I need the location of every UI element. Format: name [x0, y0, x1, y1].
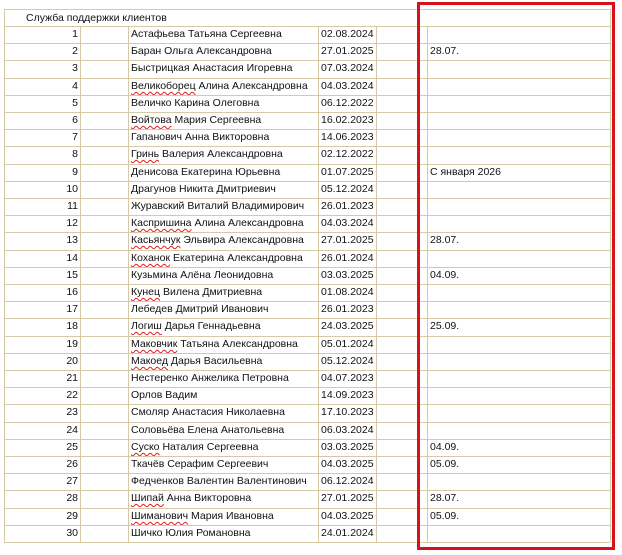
- note-cell[interactable]: 05.09.: [430, 510, 460, 522]
- row-number[interactable]: 4: [72, 80, 78, 92]
- employee-name[interactable]: Шипай Анна Викторовна: [131, 492, 252, 504]
- row-number[interactable]: 18: [66, 320, 78, 332]
- note-cell[interactable]: 04.09.: [430, 269, 460, 281]
- employee-name[interactable]: Каспришина Алина Александровна: [131, 217, 304, 229]
- date-cell[interactable]: 05.01.2024: [321, 338, 374, 350]
- date-cell[interactable]: 04.07.2023: [321, 372, 374, 384]
- employee-name[interactable]: Гринь Валерия Александровна: [131, 148, 283, 160]
- date-cell[interactable]: 14.09.2023: [321, 389, 374, 401]
- row-number[interactable]: 6: [72, 114, 78, 126]
- employee-name[interactable]: Макоед Дарья Васильевна: [131, 355, 263, 367]
- date-cell[interactable]: 02.08.2024: [321, 28, 374, 40]
- employee-name[interactable]: Астафьева Татьяна Сергеевна: [131, 28, 282, 40]
- date-cell[interactable]: 02.12.2022: [321, 148, 374, 160]
- note-cell[interactable]: 25.09.: [430, 320, 460, 332]
- employee-name[interactable]: Величко Карина Олеговна: [131, 97, 260, 109]
- row-number[interactable]: 3: [72, 62, 78, 74]
- row-number[interactable]: 1: [72, 28, 78, 40]
- row-number[interactable]: 23: [66, 406, 78, 418]
- date-cell[interactable]: 24.01.2024: [321, 527, 374, 539]
- row-number[interactable]: 21: [66, 372, 78, 384]
- employee-name[interactable]: Касьянчук Эльвира Александровна: [131, 234, 304, 246]
- employee-name[interactable]: Журавский Виталий Владимирович: [131, 200, 305, 212]
- row-number[interactable]: 26: [66, 458, 78, 470]
- employee-name[interactable]: Лебедев Дмитрий Иванович: [131, 303, 269, 315]
- employee-name[interactable]: Орлов Вадим: [131, 389, 198, 401]
- employee-name[interactable]: Суско Наталия Сергеевна: [131, 441, 259, 453]
- note-cell[interactable]: 28.07.: [430, 234, 460, 246]
- employee-name[interactable]: Шичко Юлия Романовна: [131, 527, 251, 539]
- row-number[interactable]: 19: [66, 338, 78, 350]
- date-cell[interactable]: 07.03.2024: [321, 62, 374, 74]
- date-cell[interactable]: 27.01.2025: [321, 492, 374, 504]
- employee-name[interactable]: Быстрицкая Анастасия Игоревна: [131, 62, 293, 74]
- row-number[interactable]: 17: [66, 303, 78, 315]
- date-cell[interactable]: 27.01.2025: [321, 45, 374, 57]
- employee-name[interactable]: Кунец Вилена Дмитриевна: [131, 286, 263, 298]
- date-cell[interactable]: 03.03.2025: [321, 441, 374, 453]
- row-number[interactable]: 12: [66, 217, 78, 229]
- note-cell[interactable]: С января 2026: [430, 166, 501, 178]
- date-cell[interactable]: 04.03.2025: [321, 458, 374, 470]
- row-number[interactable]: 15: [66, 269, 78, 281]
- employee-name[interactable]: Коханок Екатерина Александровна: [131, 252, 303, 264]
- row-number[interactable]: 8: [72, 148, 78, 160]
- employee-name[interactable]: Соловьёва Елена Анатольевна: [131, 424, 285, 436]
- date-cell[interactable]: 06.03.2024: [321, 424, 374, 436]
- row-number[interactable]: 16: [66, 286, 78, 298]
- date-cell[interactable]: 04.03.2024: [321, 80, 374, 92]
- date-cell[interactable]: 01.08.2024: [321, 286, 374, 298]
- employee-name[interactable]: Великоборец Алина Александровна: [131, 80, 308, 92]
- date-cell[interactable]: 04.03.2025: [321, 510, 374, 522]
- date-cell[interactable]: 14.06.2023: [321, 131, 374, 143]
- date-cell[interactable]: 01.07.2025: [321, 166, 374, 178]
- date-cell[interactable]: 24.03.2025: [321, 320, 374, 332]
- employee-name[interactable]: Логиш Дарья Геннадьевна: [131, 320, 261, 332]
- employee-name[interactable]: Баран Ольга Александровна: [131, 45, 272, 57]
- note-cell[interactable]: 28.07.: [430, 492, 460, 504]
- row-number[interactable]: 30: [66, 527, 78, 539]
- employee-name[interactable]: Федченков Валентин Валентинович: [131, 475, 307, 487]
- row-number[interactable]: 14: [66, 252, 78, 264]
- employee-name[interactable]: Ткачёв Серафим Сергеевич: [131, 458, 269, 470]
- row-number[interactable]: 10: [66, 183, 78, 195]
- row-number[interactable]: 5: [72, 97, 78, 109]
- row-number[interactable]: 11: [67, 200, 78, 212]
- date-cell[interactable]: 05.12.2024: [321, 183, 374, 195]
- employee-name[interactable]: Смоляр Анастасия Николаевна: [131, 406, 285, 418]
- row-number[interactable]: 22: [66, 389, 78, 401]
- row-number[interactable]: 20: [66, 355, 78, 367]
- row-number[interactable]: 27: [66, 475, 78, 487]
- row-number[interactable]: 13: [66, 234, 78, 246]
- row-number[interactable]: 25: [66, 441, 78, 453]
- row-number[interactable]: 24: [66, 424, 78, 436]
- employee-name[interactable]: Драгунов Никита Дмитриевич: [131, 183, 276, 195]
- row-number[interactable]: 28: [66, 492, 78, 504]
- date-cell[interactable]: 17.10.2023: [321, 406, 374, 418]
- date-cell[interactable]: 26.01.2023: [321, 200, 374, 212]
- note-cell[interactable]: 04.09.: [430, 441, 460, 453]
- date-cell[interactable]: 26.01.2023: [321, 303, 374, 315]
- date-cell[interactable]: 06.12.2024: [321, 475, 374, 487]
- sheet-title: Служба поддержки клиентов: [26, 12, 167, 24]
- row-number[interactable]: 9: [72, 166, 78, 178]
- row-number[interactable]: 2: [72, 45, 78, 57]
- date-cell[interactable]: 05.12.2024: [321, 355, 374, 367]
- highlight-box: [417, 2, 615, 550]
- employee-name[interactable]: Денисова Екатерина Юрьевна: [131, 166, 281, 178]
- row-number[interactable]: 29: [66, 510, 78, 522]
- employee-name[interactable]: Кузьмина Алёна Леонидовна: [131, 269, 274, 281]
- employee-name[interactable]: Шиманович Мария Ивановна: [131, 510, 274, 522]
- date-cell[interactable]: 04.03.2024: [321, 217, 374, 229]
- note-cell[interactable]: 05.09.: [430, 458, 460, 470]
- date-cell[interactable]: 03.03.2025: [321, 269, 374, 281]
- date-cell[interactable]: 27.01.2025: [321, 234, 374, 246]
- employee-name[interactable]: Маковчик Татьяна Александровна: [131, 338, 298, 350]
- date-cell[interactable]: 06.12.2022: [321, 97, 374, 109]
- row-number[interactable]: 7: [72, 131, 78, 143]
- date-cell[interactable]: 16.02.2023: [321, 114, 374, 126]
- employee-name[interactable]: Нестеренко Анжелика Петровна: [131, 372, 289, 384]
- date-cell[interactable]: 26.01.2024: [321, 252, 374, 264]
- employee-name[interactable]: Войтова Мария Сергеевна: [131, 114, 262, 126]
- note-cell[interactable]: 28.07.: [430, 45, 460, 57]
- employee-name[interactable]: Гапанович Анна Викторовна: [131, 131, 270, 143]
